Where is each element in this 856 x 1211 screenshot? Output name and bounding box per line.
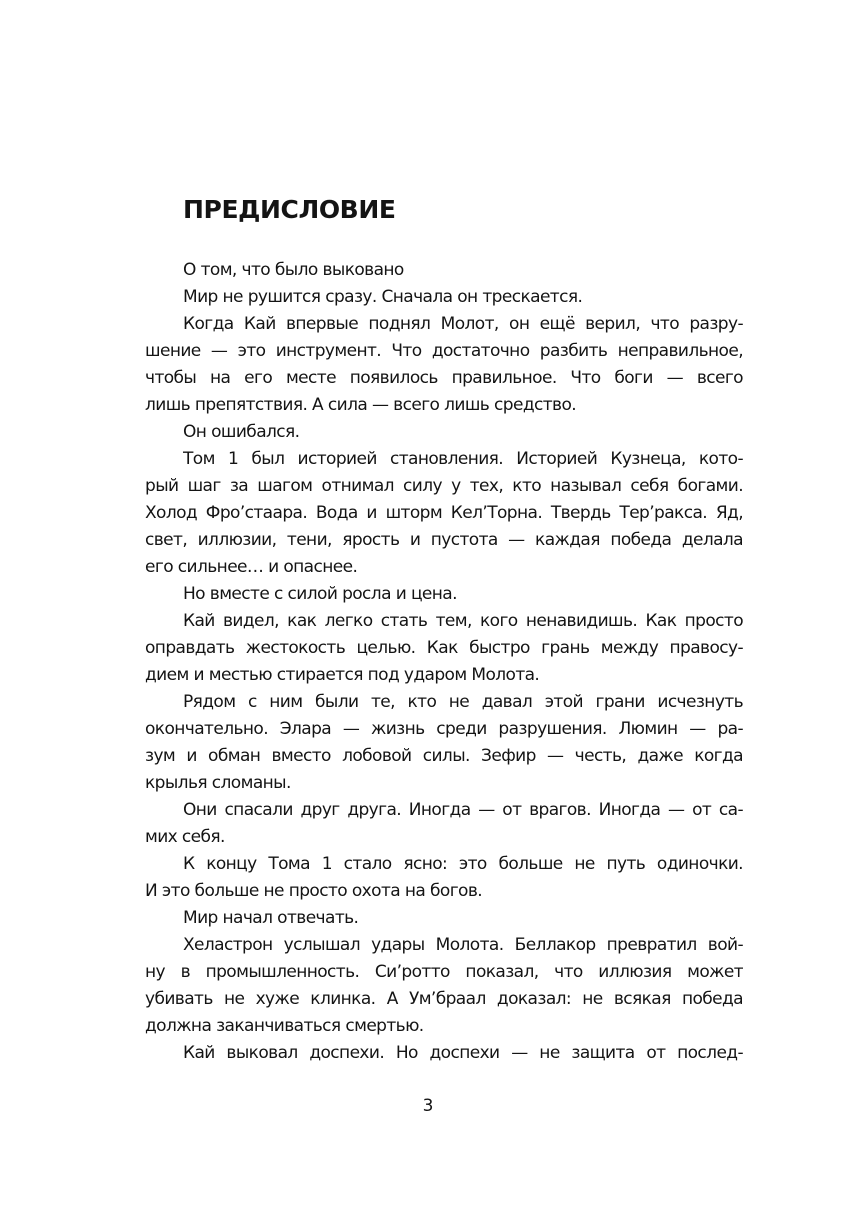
- text-line: Но вместе с силой росла и цена.: [183, 584, 457, 604]
- text-line: И это больше не просто охота на богов.: [145, 881, 483, 901]
- text-line: О том, что было выковано: [183, 260, 404, 280]
- text-line: чтобы на его месте появилось правильное. Что боги — всего: [145, 368, 743, 388]
- text-line: Хеластрон услышал удары Молота. Беллакор превратил вой-: [183, 935, 743, 955]
- text-line: крылья сломаны.: [145, 773, 291, 793]
- text-line: Он ошибался.: [183, 422, 300, 442]
- text-line: оправдать жестокость целью. Как быстро грань между правосу-: [145, 638, 743, 658]
- text-line: убивать не хуже клинка. А Ум’браал доказал: не всякая победа: [145, 989, 743, 1009]
- text-line: лишь препятствия. А сила — всего лишь средство.: [145, 395, 577, 415]
- text-line: Рядом с ним были те, кто не давал этой грани исчезнуть: [183, 692, 743, 712]
- text-line: Том 1 был историей становления. Историей Кузнеца, кото-: [183, 449, 743, 469]
- text-line: шение — это инструмент. Что достаточно разбить неправильное,: [145, 341, 743, 361]
- chapter-heading: ПРЕДИСЛОВИЕ: [183, 195, 396, 224]
- text-line: мих себя.: [145, 827, 225, 847]
- text-line: ну в промышленность. Си’ротто показал, что иллюзия может: [145, 962, 743, 982]
- text-line: рый шаг за шагом отнимал силу у тех, кто называл себя богами.: [145, 476, 743, 496]
- text-line: Холод Фро’стаара. Вода и шторм Кел’Торна. Твердь Тер’ракса. Яд,: [145, 503, 743, 523]
- text-line: дием и местью стирается под ударом Молота.: [145, 665, 540, 685]
- text-line: Они спасали друг друга. Иногда — от врагов. Иногда — от са-: [183, 800, 743, 820]
- text-line: его сильнее… и опаснее.: [145, 557, 358, 577]
- text-line: К концу Тома 1 стало ясно: это больше не путь одиночки.: [183, 854, 743, 874]
- text-line: Когда Кай впервые поднял Молот, он ещё верил, что разру-: [183, 314, 743, 334]
- text-line: Кай выковал доспехи. Но доспехи — не защита от послед-: [183, 1043, 743, 1063]
- text-line: окончательно. Элара — жизнь среди разрушения. Люмин — ра-: [145, 719, 743, 739]
- text-line: Мир начал отвечать.: [183, 908, 359, 928]
- text-line: Мир не рушится сразу. Сначала он трескается.: [183, 287, 583, 307]
- text-line: свет, иллюзии, тени, ярость и пустота — каждая победа делала: [145, 530, 743, 550]
- text-line: Кай видел, как легко стать тем, кого ненавидишь. Как просто: [183, 611, 743, 631]
- page-number: 3: [422, 1096, 434, 1116]
- text-line: должна заканчиваться смертью.: [145, 1016, 424, 1036]
- text-line: зум и обман вместо лобовой силы. Зефир — честь, даже когда: [145, 746, 743, 766]
